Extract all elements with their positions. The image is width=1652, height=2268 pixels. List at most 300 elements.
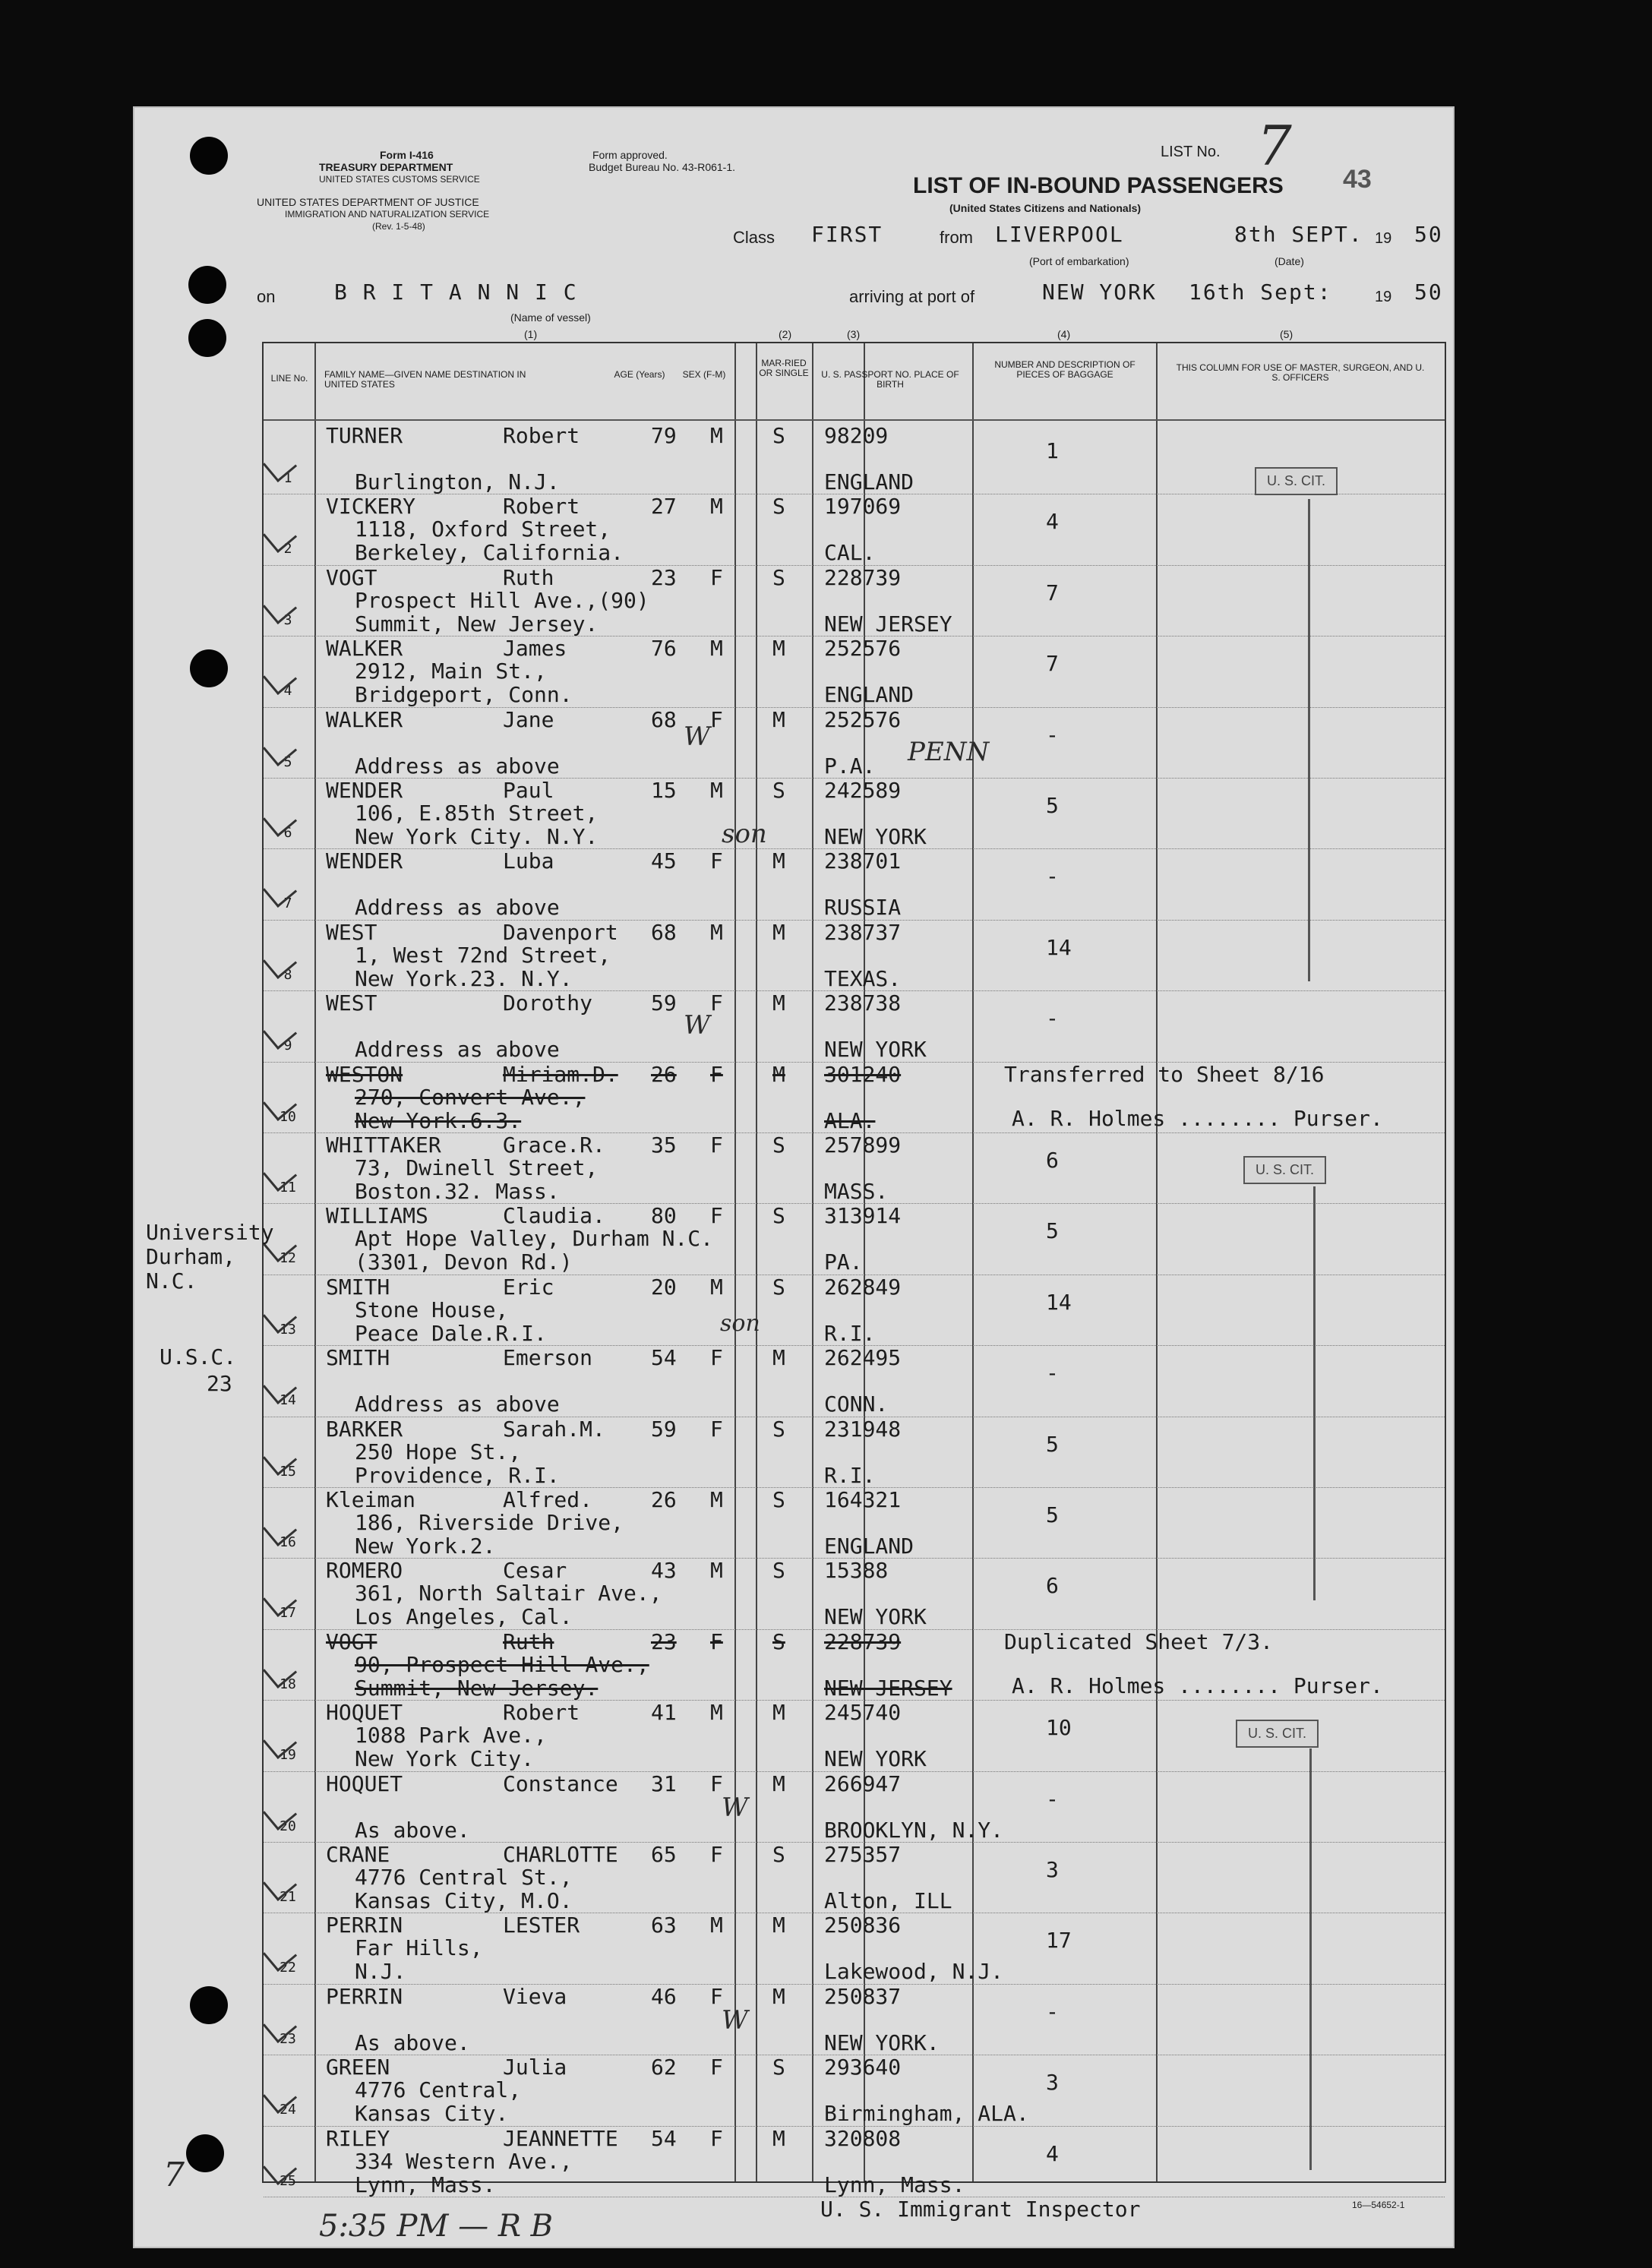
header-passport: U. S. PASSPORT NO. PLACE OF BIRTH	[821, 369, 959, 390]
destination-line1: 361, North Saltair Ave.,	[355, 1581, 662, 1606]
destination-line1: 1088 Park Ave.,	[355, 1723, 547, 1748]
year-prefix: 19	[1375, 230, 1392, 247]
header-married: MAR-RIED OR SINGLE	[759, 358, 809, 378]
hand-note-son: son	[720, 1310, 760, 1337]
sex: F	[710, 1983, 723, 2009]
date-caption: (Date)	[1275, 255, 1304, 267]
passport-number: 313914	[824, 1203, 902, 1229]
marital-status: S	[772, 1487, 785, 1512]
destination-line1: 250 Hope St.,	[355, 1439, 522, 1464]
line-number: 16	[280, 1534, 296, 1550]
treasury-dept: TREASURY DEPARTMENT	[319, 161, 453, 173]
place-of-birth: R.I.	[824, 1462, 876, 1488]
age: 26	[651, 1061, 677, 1087]
line-number: 3	[283, 611, 292, 628]
baggage: 6	[1046, 1148, 1059, 1173]
destination-line1: Far Hills,	[355, 1935, 483, 1961]
passport-number: 266947	[824, 1770, 902, 1796]
hand-note-w: W	[684, 722, 710, 752]
marital-status: M	[772, 1770, 785, 1796]
surname: HOQUET	[326, 1770, 403, 1796]
surname: ROMERO	[326, 1558, 403, 1584]
place-of-birth: Alton, ILL	[824, 1888, 952, 1913]
place-of-birth: NEW YORK.	[824, 2030, 940, 2055]
place-of-birth: NEW YORK	[824, 1604, 927, 1630]
place-of-birth: CONN.	[824, 1391, 889, 1417]
age: 59	[651, 990, 677, 1016]
baggage: 5	[1046, 793, 1059, 818]
sex: M	[710, 494, 723, 520]
col-number: (1)	[524, 328, 538, 340]
hand-note-w: W	[722, 1793, 748, 1823]
age: 41	[651, 1700, 677, 1726]
table-row	[264, 990, 1445, 1061]
destination-line2: Address as above	[355, 1391, 560, 1417]
given-name: Jane	[503, 706, 554, 732]
place-of-birth: MASS.	[824, 1179, 889, 1204]
binder-hole	[190, 1986, 228, 2024]
table-row	[264, 1913, 1445, 1983]
age: 63	[651, 1913, 677, 1938]
place-of-birth: NEW JERSEY	[824, 611, 952, 636]
header-sex: SEX (F-M)	[682, 369, 726, 380]
margin-note: University	[146, 1220, 274, 1245]
surname: VOGT	[326, 564, 377, 590]
marital-status: S	[772, 423, 785, 448]
dept-justice: UNITED STATES DEPARTMENT OF JUSTICE	[257, 196, 479, 208]
passport-number: 275357	[824, 1842, 902, 1867]
destination-line2: Providence, R.I.	[355, 1462, 560, 1488]
age: 79	[651, 423, 677, 448]
line-number: 22	[280, 1960, 296, 1976]
given-name: CHARLOTTE	[503, 1842, 618, 1867]
destination-line2: Address as above	[355, 895, 560, 921]
destination-line2: New York City.	[355, 1746, 535, 1772]
given-name: Robert	[503, 1700, 580, 1726]
table-row	[264, 1062, 1445, 1132]
footer-code: 16—54652-1	[1352, 2200, 1405, 2210]
place-of-birth: NEW YORK	[824, 824, 927, 849]
destination-line2: Los Angeles, Cal.	[355, 1604, 573, 1630]
passport-number: 231948	[824, 1416, 902, 1442]
baggage: 5	[1046, 1218, 1059, 1244]
sex: F	[710, 2125, 723, 2151]
class-value: FIRST	[811, 222, 883, 247]
sex: F	[710, 1770, 723, 1796]
marital-status: S	[772, 1558, 785, 1584]
age: 54	[651, 2125, 677, 2151]
line-number: 14	[280, 1392, 296, 1409]
age: 35	[651, 1132, 677, 1158]
us-cit-stamp: U. S. CIT.	[1243, 1156, 1326, 1184]
destination-line2: As above.	[355, 1817, 470, 1843]
line-number: 1	[283, 470, 292, 486]
passport-number: 238737	[824, 919, 902, 945]
baggage: 6	[1046, 1573, 1059, 1599]
destination-line2: (3301, Devon Rd.)	[355, 1249, 573, 1275]
surname: Kleiman	[326, 1487, 416, 1512]
marital-status: S	[772, 564, 785, 590]
sex: F	[710, 1132, 723, 1158]
surname: WEST	[326, 919, 377, 945]
us-cit-stamp: U. S. CIT.	[1236, 1720, 1319, 1748]
marital-status: M	[772, 919, 785, 945]
line-number: 20	[280, 1818, 296, 1834]
table-row	[264, 2055, 1445, 2125]
line-number: 21	[280, 1889, 296, 1905]
table-row	[264, 848, 1445, 919]
line-number: 6	[283, 825, 292, 841]
destination-line2: Kansas City, M.O.	[355, 1888, 573, 1913]
destination-line2: Address as above	[355, 753, 560, 779]
table-row	[264, 1345, 1445, 1416]
customs-service: UNITED STATES CUSTOMS SERVICE	[319, 174, 480, 185]
surname: TURNER	[326, 423, 403, 448]
destination-line2: New York.2.	[355, 1534, 496, 1559]
given-name: JEANNETTE	[503, 2125, 618, 2151]
passport-number: 98209	[824, 423, 889, 448]
baggage: -	[1046, 722, 1059, 747]
given-name: Julia	[503, 2055, 567, 2080]
marital-status: M	[772, 1983, 785, 2009]
passport-number: 164321	[824, 1487, 902, 1512]
age: 31	[651, 1770, 677, 1796]
table-row	[264, 1771, 1445, 1842]
destination-line1: 106, E.85th Street,	[355, 801, 599, 826]
form-number: Form I-416	[380, 149, 434, 161]
sex: M	[710, 778, 723, 803]
destination-line2: Summit, New Jersey.	[355, 1675, 599, 1701]
sex: F	[710, 1842, 723, 1867]
arrival-year: 50	[1414, 280, 1443, 305]
destination-line1: Prospect Hill Ave.,(90)	[355, 587, 649, 613]
place-of-birth: TEXAS.	[824, 965, 902, 991]
passport-number: 15388	[824, 1558, 889, 1584]
year: 50	[1414, 222, 1443, 247]
destination-line1: 4776 Central St.,	[355, 1865, 573, 1890]
line-number: 19	[280, 1747, 296, 1764]
age: 26	[651, 1487, 677, 1512]
place-of-birth: PA.	[824, 1249, 863, 1275]
given-name: Sarah.M.	[503, 1416, 605, 1442]
destination-line2: Lynn, Mass.	[355, 2172, 496, 2197]
baggage: 14	[1046, 934, 1072, 960]
surname: CRANE	[326, 1842, 390, 1867]
margin-page-mark: 7	[163, 2156, 185, 2194]
age: 45	[651, 848, 677, 874]
header-name: FAMILY NAME—GIVEN NAME DESTINATION IN UNITED STATES	[324, 369, 526, 390]
baggage: 3	[1046, 2070, 1059, 2096]
officer-arrow-line	[1313, 1186, 1316, 1600]
passport-number: 250836	[824, 1913, 902, 1938]
destination-line2: As above.	[355, 2030, 470, 2055]
table-row	[264, 1487, 1445, 1558]
marital-status: S	[772, 1203, 785, 1229]
given-name: Paul	[503, 778, 554, 803]
line-number: 18	[280, 1676, 296, 1692]
surname: RILEY	[326, 2125, 390, 2151]
table-row	[264, 1629, 1445, 1700]
table-row	[264, 920, 1445, 990]
table-row	[264, 707, 1445, 778]
place-of-birth: CAL.	[824, 540, 876, 566]
place-of-birth: BROOKLYN, N.Y.	[824, 1817, 1004, 1843]
surname: WHITTAKER	[326, 1132, 441, 1158]
ins-service: IMMIGRATION AND NATURALIZATION SERVICE	[285, 209, 490, 220]
sex: M	[710, 919, 723, 945]
age: 23	[651, 1628, 677, 1654]
surname: VICKERY	[326, 494, 416, 520]
margin-note: Durham,	[146, 1244, 236, 1269]
given-name: Ruth	[503, 1628, 554, 1654]
sex: F	[710, 1203, 723, 1229]
marital-status: M	[772, 706, 785, 732]
sex: F	[710, 1345, 723, 1371]
age: 23	[651, 564, 677, 590]
destination-line1: 4776 Central,	[355, 2077, 522, 2103]
passport-number: 262495	[824, 1345, 902, 1371]
destination-line1: 2912, Main St.,	[355, 659, 547, 684]
age: 80	[651, 1203, 677, 1229]
sex: F	[710, 1061, 723, 1087]
surname: WEST	[326, 990, 377, 1016]
line-number: 4	[283, 683, 292, 700]
destination-line2: Berkeley, California.	[355, 540, 624, 566]
arrival-time-signature: 5:35 PM — R B	[319, 2209, 554, 2244]
line-number: 23	[280, 2030, 296, 2047]
baggage: 4	[1046, 509, 1059, 535]
passport-number: 252576	[824, 636, 902, 662]
arriving-label: arriving at port of	[849, 287, 975, 306]
place-of-birth: NEW YORK	[824, 1746, 927, 1772]
sex: M	[710, 1487, 723, 1512]
sex: M	[710, 423, 723, 448]
surname: HOQUET	[326, 1700, 403, 1726]
port-embark-caption: (Port of embarkation)	[1029, 255, 1129, 267]
destination-line1: 73, Dwinell Street,	[355, 1155, 599, 1180]
sex: F	[710, 848, 723, 874]
destination-line2: Address as above	[355, 1037, 560, 1063]
baggage: 17	[1046, 1928, 1072, 1954]
table-row	[264, 636, 1445, 706]
passport-number: 197069	[824, 494, 902, 520]
destination-line1: 90, Prospect Hill Ave.,	[355, 1651, 649, 1677]
surname: BARKER	[326, 1416, 403, 1442]
hand-note-son: son	[722, 819, 767, 849]
table-row	[264, 2126, 1445, 2197]
from-label: from	[940, 228, 973, 247]
place-of-birth: Lakewood, N.J.	[824, 1959, 1004, 1985]
class-label: Class	[733, 228, 775, 247]
table-row	[264, 778, 1445, 848]
arrival-port: NEW YORK	[1042, 280, 1157, 305]
marital-status: M	[772, 1061, 785, 1087]
age: 65	[651, 1842, 677, 1867]
baggage: -	[1046, 1786, 1059, 1812]
header-age: AGE (Years)	[614, 369, 665, 380]
baggage: 4	[1046, 2140, 1059, 2166]
line-number: 2	[283, 541, 292, 558]
age: 54	[651, 1345, 677, 1371]
given-name: Claudia.	[503, 1203, 605, 1229]
baggage: 5	[1046, 1502, 1059, 1527]
age: 43	[651, 1558, 677, 1584]
surname: WALKER	[326, 706, 403, 732]
sex: M	[710, 1913, 723, 1938]
age: 68	[651, 706, 677, 732]
surname: WESTON	[326, 1061, 403, 1087]
passenger-table	[262, 342, 1446, 2197]
marital-status: M	[772, 990, 785, 1016]
table-row	[264, 1558, 1445, 1628]
sex: F	[710, 1416, 723, 1442]
marital-status: M	[772, 1345, 785, 1371]
sex: F	[710, 706, 723, 732]
passport-number: 293640	[824, 2055, 902, 2080]
table-row	[264, 494, 1445, 564]
margin-note: U.S.C.	[160, 1344, 237, 1369]
place-of-birth: P.A.	[824, 753, 876, 779]
marital-status: S	[772, 494, 785, 520]
sex: M	[710, 1700, 723, 1726]
age: 76	[651, 636, 677, 662]
baggage: -	[1046, 1360, 1059, 1386]
destination-line2: New York.6.3.	[355, 1107, 522, 1133]
col-number: (3)	[847, 328, 861, 340]
baggage: 10	[1046, 1715, 1072, 1741]
destination-line1: 1, West 72nd Street,	[355, 942, 611, 968]
baggage: 5	[1046, 1431, 1059, 1457]
marital-status: S	[772, 1274, 785, 1300]
destination-line2: Boston.32. Mass.	[355, 1179, 560, 1204]
header-officers: THIS COLUMN FOR USE OF MASTER, SURGEON, AND U. S. OFFICERS	[1176, 362, 1425, 383]
place-of-birth: ENGLAND	[824, 469, 914, 494]
destination-line1: Apt Hope Valley, Durham N.C.	[355, 1226, 714, 1252]
line-number: 7	[283, 896, 292, 912]
passport-number: 257899	[824, 1132, 902, 1158]
line-number: 15	[280, 1463, 296, 1480]
marital-status: S	[772, 1416, 785, 1442]
page-number: 43	[1343, 165, 1372, 194]
passport-number: 242589	[824, 778, 902, 803]
purser-note: A. R. Holmes ........ Purser.	[1012, 1673, 1383, 1698]
marital-status: S	[772, 1842, 785, 1867]
destination-line1: 186, Riverside Drive,	[355, 1510, 624, 1535]
passport-number: 245740	[824, 1700, 902, 1726]
officer-arrow-line	[1309, 1748, 1312, 2170]
line-number: 17	[280, 1605, 296, 1622]
marital-status: S	[772, 778, 785, 803]
sex: F	[710, 990, 723, 1016]
hand-note-w: W	[684, 1010, 710, 1041]
given-name: Ruth	[503, 564, 554, 590]
place-of-birth: Lynn, Mass.	[824, 2172, 965, 2197]
line-number: 5	[283, 753, 292, 770]
destination-line1: 270, Convert Ave.,	[355, 1084, 586, 1110]
list-subtitle: (United States Citizens and Nationals)	[949, 202, 1142, 214]
passport-number: 238701	[824, 848, 902, 874]
sex: M	[710, 1274, 723, 1300]
destination-line2: New York.23. N.Y.	[355, 965, 573, 991]
marital-status: S	[772, 2055, 785, 2080]
destination-line2: Bridgeport, Conn.	[355, 682, 573, 708]
given-name: Dorothy	[503, 990, 593, 1016]
sex: F	[710, 1628, 723, 1654]
passport-number: 320808	[824, 2125, 902, 2151]
age: 27	[651, 494, 677, 520]
passport-number: 252576	[824, 706, 902, 732]
line-number: 24	[280, 2102, 296, 2118]
surname: WENDER	[326, 778, 403, 803]
arrival-date: 16th Sept:	[1189, 280, 1332, 305]
age: 62	[651, 2055, 677, 2080]
baggage: 1	[1046, 438, 1059, 463]
destination-line2: New York City. N.Y.	[355, 824, 599, 849]
officer-arrow-line	[1308, 499, 1310, 981]
age: 46	[651, 1983, 677, 2009]
surname: VOGT	[326, 1628, 377, 1654]
given-name: Davenport	[503, 919, 618, 945]
baggage: -	[1046, 1006, 1059, 1031]
given-name: Luba	[503, 848, 554, 874]
baggage: 14	[1046, 1289, 1072, 1315]
given-name: Vieva	[503, 1983, 567, 2009]
marital-status: S	[772, 1628, 785, 1654]
destination-line2: Burlington, N.J.	[355, 469, 560, 494]
hand-note-penn: PENN	[908, 737, 990, 767]
surname: PERRIN	[326, 1983, 403, 2009]
destination-line2: Kansas City.	[355, 2101, 509, 2127]
passport-number: 250837	[824, 1983, 902, 2009]
vessel-caption: (Name of vessel)	[510, 311, 591, 324]
line-number: 10	[280, 1108, 296, 1125]
place-of-birth: ALA.	[824, 1107, 876, 1133]
list-no-label: LIST No.	[1161, 144, 1221, 160]
line-number: 13	[280, 1321, 296, 1338]
table-row	[264, 1275, 1445, 1345]
binder-hole	[186, 2134, 224, 2172]
passport-number: 262849	[824, 1274, 902, 1300]
surname: GREEN	[326, 2055, 390, 2080]
given-name: Alfred.	[503, 1487, 593, 1512]
given-name: Grace.R.	[503, 1132, 605, 1158]
col-number: (2)	[779, 328, 792, 340]
given-name: Eric	[503, 1274, 554, 1300]
surname: WENDER	[326, 848, 403, 874]
binder-hole	[188, 266, 226, 304]
place-of-birth: ENGLAND	[824, 1534, 914, 1559]
marital-status: M	[772, 1700, 785, 1726]
destination-line2: Peace Dale.R.I.	[355, 1320, 547, 1346]
surname: WILLIAMS	[326, 1203, 428, 1229]
baggage: 7	[1046, 580, 1059, 605]
line-number: 9	[283, 1038, 292, 1054]
col-number: (5)	[1280, 328, 1293, 340]
baggage: -	[1046, 864, 1059, 889]
binder-hole	[190, 649, 228, 687]
sex: M	[710, 636, 723, 662]
passport-number: 228739	[824, 1628, 902, 1654]
binder-hole	[190, 137, 228, 175]
destination-line1: 1118, Oxford Street,	[355, 516, 611, 542]
destination-line2: Summit, New Jersey.	[355, 611, 599, 636]
header-baggage: NUMBER AND DESCRIPTION OF PIECES OF BAGGAGE	[994, 359, 1136, 380]
table-row	[264, 1203, 1445, 1274]
place-of-birth: R.I.	[824, 1320, 876, 1346]
baggage: Duplicated Sheet 7/3.	[1004, 1628, 1274, 1654]
baggage: -	[1046, 1998, 1059, 2024]
binder-hole	[188, 319, 226, 357]
